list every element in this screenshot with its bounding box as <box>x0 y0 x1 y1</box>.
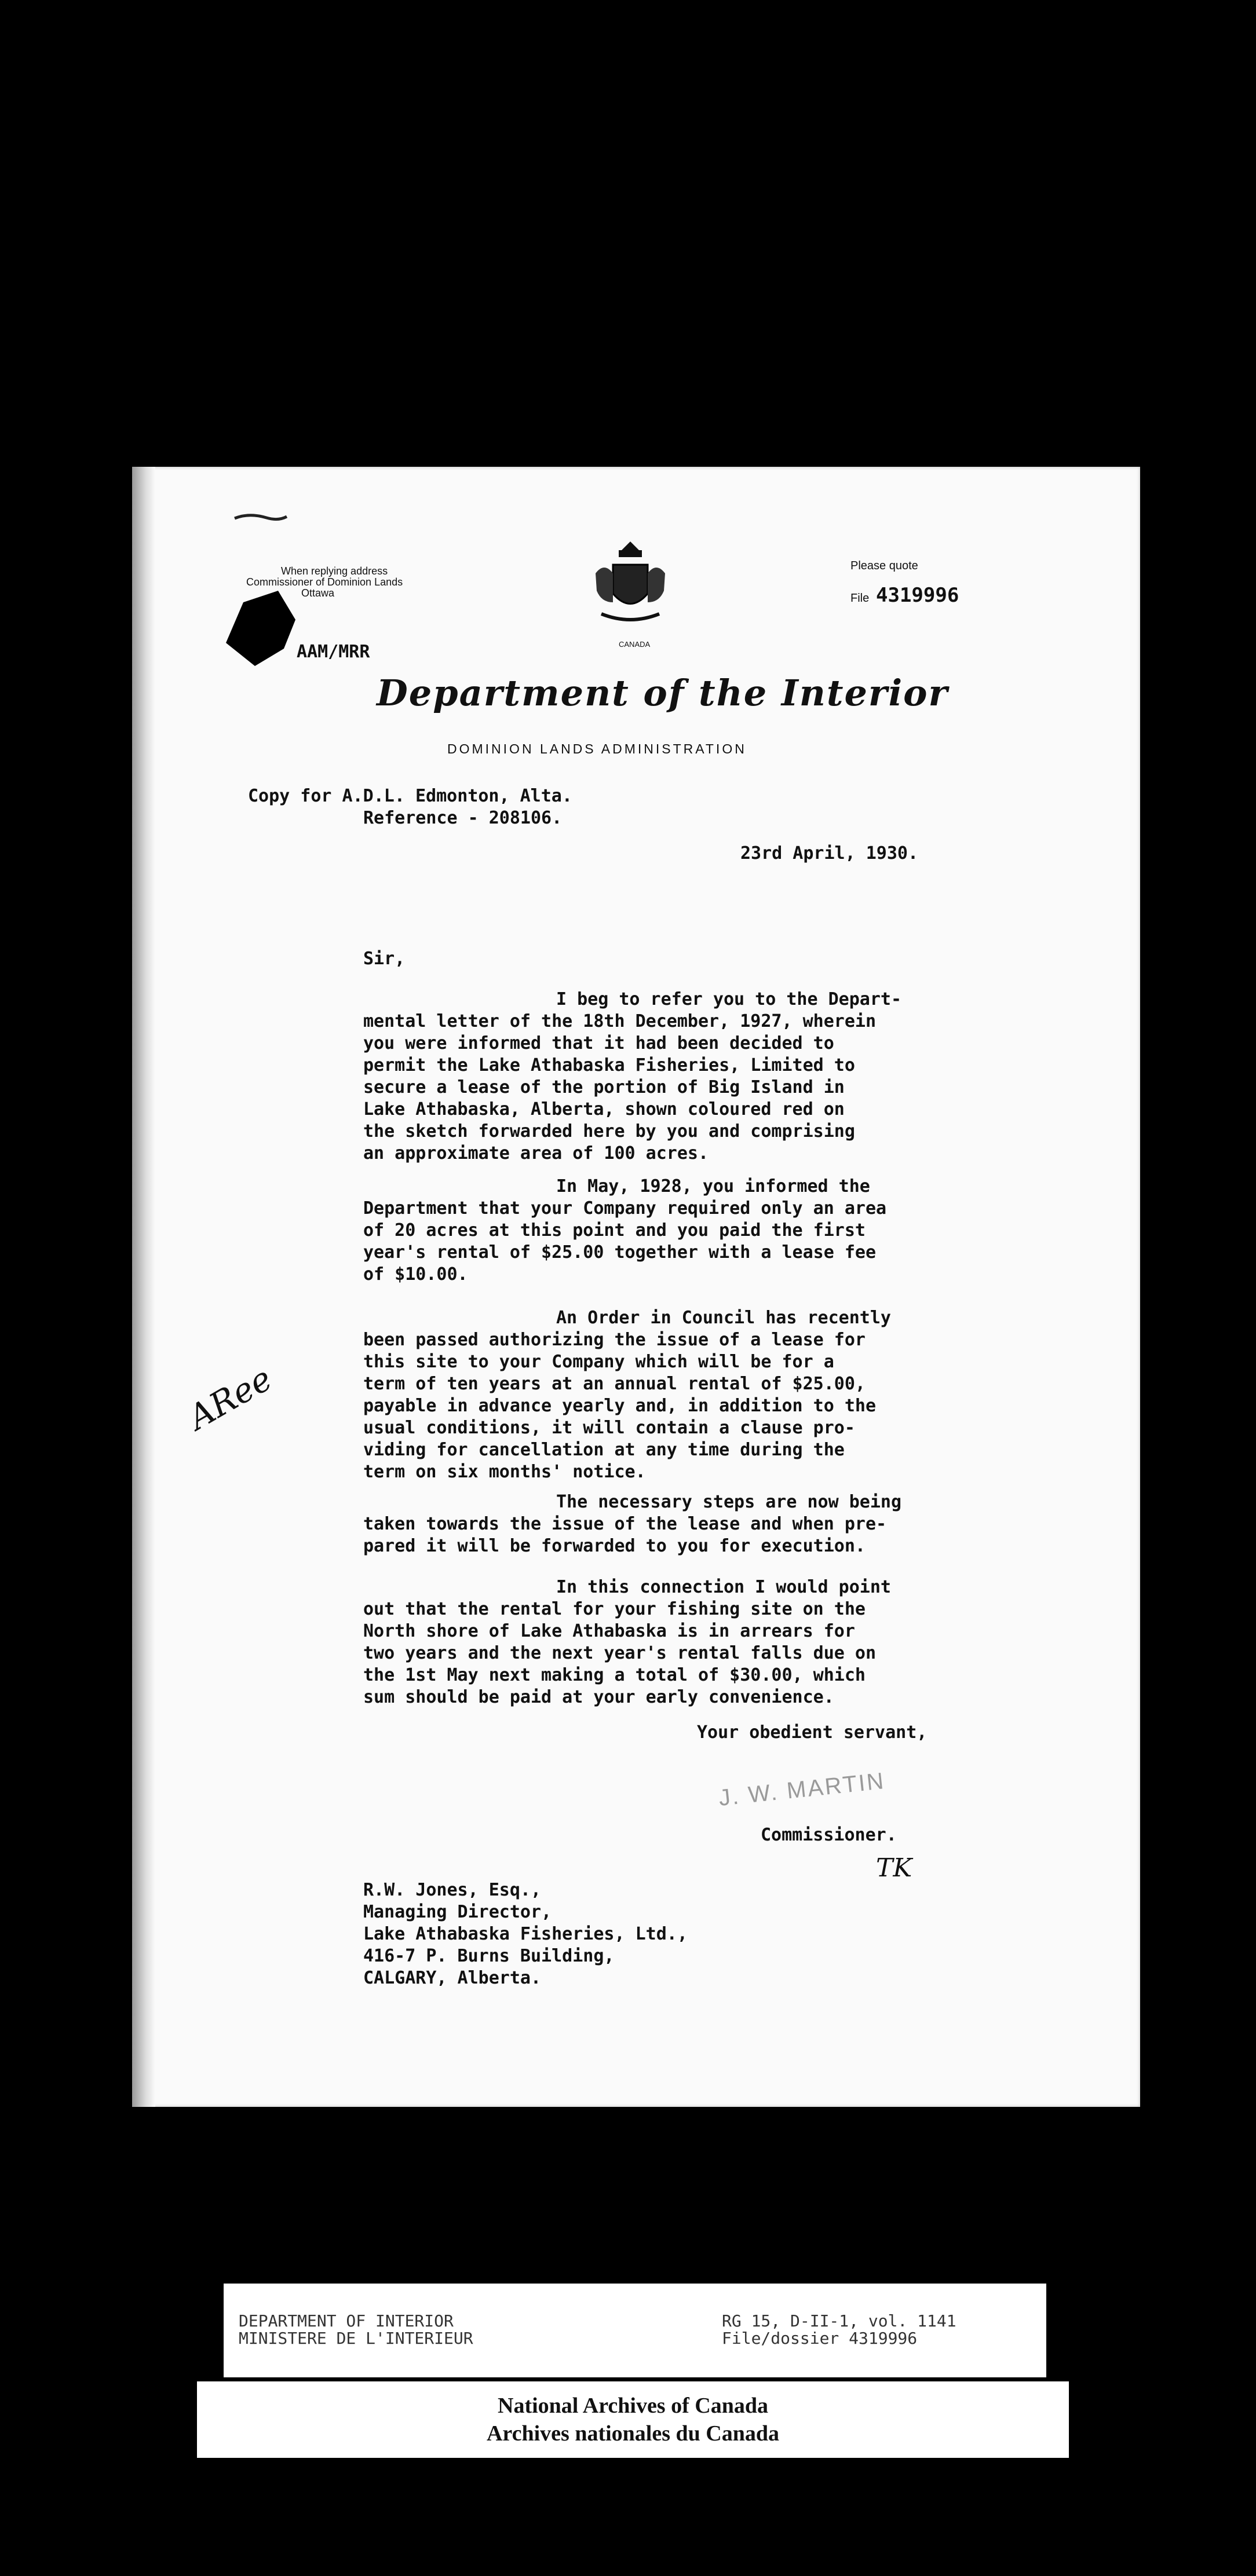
paper-mark <box>232 510 290 527</box>
paragraph-line: usual conditions, it will contain a clause pro- <box>363 1418 855 1438</box>
paragraph-line: secure a lease of the portion of Big Island in <box>363 1077 845 1097</box>
signature-stamp: J. W. MARTIN <box>717 1768 887 1811</box>
paragraph-line: The necessary steps are now being <box>556 1492 902 1512</box>
paragraph-line: term of ten years at an annual rental of $25.00, <box>363 1374 866 1394</box>
paragraph-line: you were informed that it had been decided to <box>363 1033 834 1053</box>
paragraph-line: term on six months' notice. <box>363 1462 646 1482</box>
margin-handwriting: ARee <box>181 1359 279 1437</box>
paragraph-5 <box>363 1576 891 1708</box>
paragraph-line: the sketch forwarded here by you and comprising <box>363 1121 855 1141</box>
paragraph-line: Lake Athabaska, Alberta, shown coloured red on <box>363 1099 845 1119</box>
department-title: Department of the Interior <box>377 672 949 714</box>
paragraph-line: sum should be paid at your early convenience. <box>363 1687 834 1707</box>
national-archives-label <box>197 2381 1069 2458</box>
page-edge-shadow <box>132 467 155 2107</box>
typist-initials: AAM/MRR <box>297 642 370 662</box>
paragraph-line: of 20 acres at this point and you paid the first <box>363 1220 866 1241</box>
archive-dept-en: DEPARTMENT OF INTERIOR <box>239 2311 454 2330</box>
file-label: File <box>850 592 870 605</box>
na-french: Archives nationales du Canada <box>486 2421 779 2446</box>
please-quote-label: Please quote <box>850 559 918 572</box>
addressee-line: Lake Athabaska Fisheries, Ltd., <box>363 1924 688 1944</box>
paragraph-line: out that the rental for your fishing site on the <box>363 1599 866 1619</box>
reply-address-line1: When replying address <box>281 565 388 577</box>
paragraph-line: payable in advance yearly and, in addition to the <box>363 1396 877 1416</box>
paragraph-line: two years and the next year's rental falls due on <box>363 1643 877 1663</box>
paragraph-4 <box>363 1491 901 1557</box>
copy-line: Copy for A.D.L. Edmonton, Alta. <box>248 786 572 806</box>
paragraph-line: viding for cancellation at any time during the <box>363 1440 845 1460</box>
paragraph-line: the 1st May next making a total of $30.00, which <box>363 1665 866 1685</box>
paragraph-line: been passed authorizing the issue of a lease for <box>363 1330 866 1350</box>
addressee-line: Managing Director, <box>363 1902 552 1922</box>
addressee-block <box>363 1879 688 1989</box>
paragraph-line: taken towards the issue of the lease and when pre- <box>363 1514 887 1534</box>
handwritten-initials: TK <box>876 1853 912 1883</box>
paragraph-line: year's rental of $25.00 together with a lease fee <box>363 1242 877 1263</box>
paragraph-line: an approximate area of 100 acres. <box>363 1143 709 1163</box>
paragraph-line: Department that your Company required only an area <box>363 1198 887 1219</box>
closing: Your obedient servant, <box>697 1722 928 1743</box>
file-number: 4319996 <box>876 584 959 607</box>
paragraph-3 <box>363 1307 891 1483</box>
archive-reference-label <box>224 2284 1046 2377</box>
na-english: National Archives of Canada <box>498 2394 768 2418</box>
ink-blot <box>220 585 301 672</box>
subdepartment-title: DOMINION LANDS ADMINISTRATION <box>447 741 747 756</box>
reference-line: Reference - 208106. <box>363 808 563 828</box>
archive-file: File/dossier 4319996 <box>722 2329 918 2348</box>
paragraph-line: In May, 1928, you informed the <box>556 1176 870 1196</box>
paragraph-line: this site to your Company which will be for a <box>363 1352 834 1372</box>
signatory-title: Commissioner. <box>761 1825 897 1845</box>
paragraph-line: North shore of Lake Athabaska is in arrears for <box>363 1621 855 1641</box>
paragraph-1 <box>363 989 901 1165</box>
paragraph-line: In this connection I would point <box>556 1577 891 1597</box>
coat-of-arms-icon <box>590 539 671 637</box>
addressee-line: CALGARY, Alberta. <box>363 1968 542 1988</box>
paragraph-line: permit the Lake Athabaska Fisheries, Limited to <box>363 1055 855 1075</box>
paragraph-line: pared it will be forwarded to you for execution. <box>363 1536 866 1556</box>
letter-date: 23rd April, 1930. <box>740 843 919 863</box>
paragraph-2 <box>363 1176 886 1286</box>
salutation: Sir, <box>363 949 406 969</box>
archive-volume: RG 15, D-II-1, vol. 1141 <box>722 2311 956 2330</box>
paragraph-line: An Order in Council has recently <box>556 1308 891 1328</box>
reply-address-line2: Commissioner of Dominion Lands <box>246 576 403 588</box>
archive-dept-fr: MINISTERE DE L'INTERIEUR <box>239 2329 473 2348</box>
reply-address-line3: Ottawa <box>301 587 335 599</box>
paragraph-line: mental letter of the 18th December, 1927, wherein <box>363 1011 877 1031</box>
paragraph-line: I beg to refer you to the Depart- <box>556 989 902 1009</box>
addressee-line: R.W. Jones, Esq., <box>363 1880 542 1900</box>
paragraph-line: of $10.00. <box>363 1264 468 1285</box>
crest-label: CANADA <box>619 640 651 649</box>
addressee-line: 416-7 P. Burns Building, <box>363 1946 615 1966</box>
